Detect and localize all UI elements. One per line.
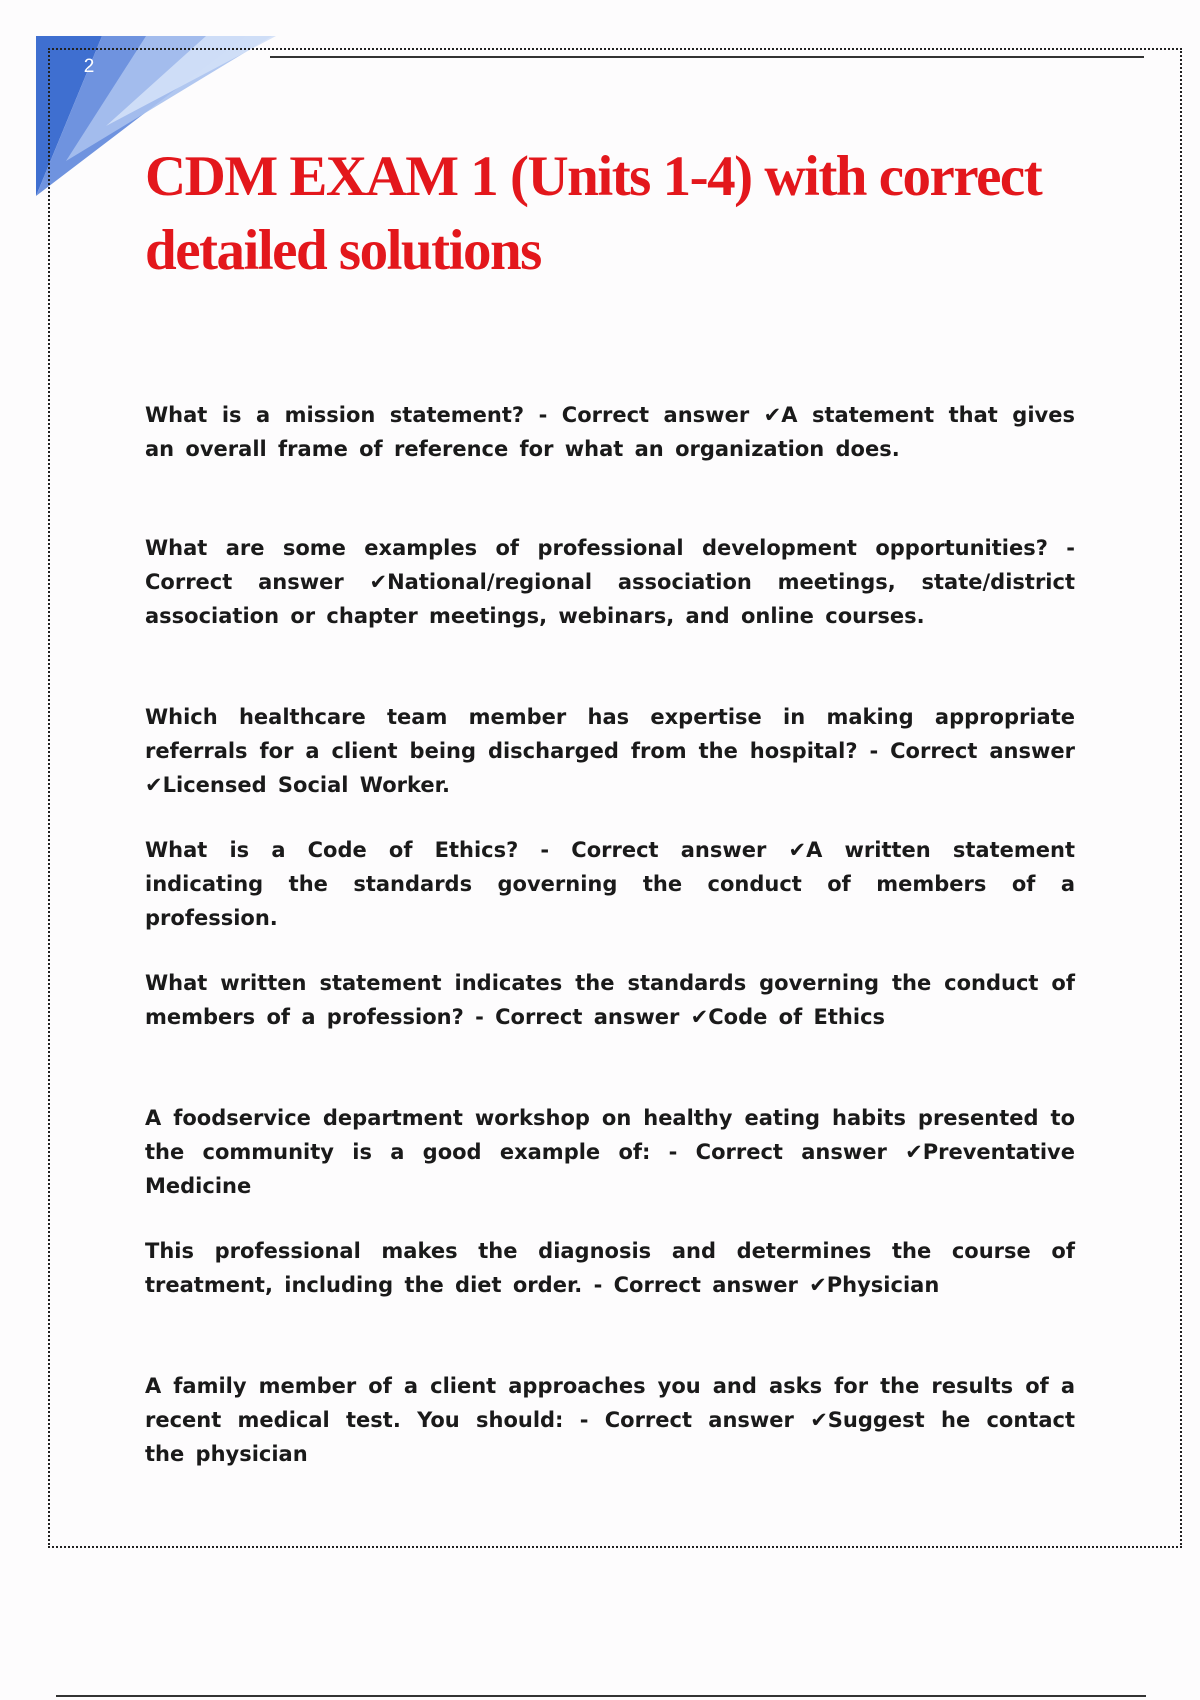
qa-item — [145, 700, 1075, 802]
answer-separator: - Correct answer — [463, 1005, 691, 1029]
answer-separator: - Correct answer — [518, 838, 789, 862]
qa-item — [145, 1369, 1075, 1471]
footer-rule — [56, 1695, 1146, 1697]
answer-text: Code of Ethics — [708, 1005, 886, 1029]
question-text: A family member of a client approaches you and asks for the results of a recent medical test. You should: — [145, 1374, 1075, 1432]
page-number: 2 — [83, 56, 95, 77]
header-rule — [270, 56, 1144, 58]
question-text: What is a Code of Ethics? — [145, 838, 519, 862]
answer-separator: - Correct answer — [582, 1273, 810, 1297]
question-text: What is a mission statement? — [145, 403, 525, 427]
qa-item — [145, 1101, 1075, 1203]
check-icon: ✔ — [810, 1408, 828, 1432]
document-title: CDM EXAM 1 (Units 1-4) with correct detailed solutions — [145, 145, 1042, 282]
check-icon: ✔ — [905, 1140, 923, 1164]
check-icon: ✔ — [690, 1005, 709, 1029]
question-text: What are some examples of professional development opportunities? — [145, 536, 1048, 560]
answer-separator: - Correct answer — [857, 739, 1075, 763]
answer-text: Physician — [826, 1273, 940, 1297]
check-icon: ✔ — [763, 403, 782, 427]
question-text: This professional makes the diagnosis and determines the course of treatment, including the diet order. — [145, 1239, 1075, 1297]
answer-text: Suggest he contact the physician — [145, 1408, 1075, 1466]
check-icon: ✔ — [809, 1273, 827, 1297]
qa-item — [145, 398, 1075, 466]
answer-text: National/regional association meetings, state/district association or chapter meetings, webinars, and online courses. — [145, 570, 1075, 628]
answer-separator: - Correct answer — [145, 536, 1076, 594]
question-text: Which healthcare team member has expertise in making appropriate referrals for a client being discharged from the hospital? — [145, 705, 1075, 763]
check-icon: ✔ — [788, 838, 807, 862]
answer-text: Preventative Medicine — [145, 1140, 1075, 1198]
answer-text: A written statement indicating the standards governing the conduct of members of a profession. — [145, 838, 1075, 930]
question-text: A foodservice department workshop on healthy eating habits presented to the community is a good example of: — [145, 1106, 1075, 1164]
qa-item — [145, 531, 1075, 633]
qa-item — [145, 833, 1075, 935]
answer-separator: - Correct answer — [650, 1140, 906, 1164]
qa-item — [145, 966, 1075, 1034]
qa-item — [145, 1234, 1075, 1302]
answer-text: A statement that gives an overall frame of reference for what an organization does. — [145, 403, 1075, 461]
check-icon: ✔ — [145, 773, 163, 797]
answer-separator: - Correct answer — [524, 403, 764, 427]
check-icon: ✔ — [369, 570, 388, 594]
question-text: What written statement indicates the standards governing the conduct of members of a profession? — [145, 971, 1075, 1029]
answer-text: Licensed Social Worker. — [162, 773, 450, 797]
answer-separator: - Correct answer — [563, 1408, 811, 1432]
